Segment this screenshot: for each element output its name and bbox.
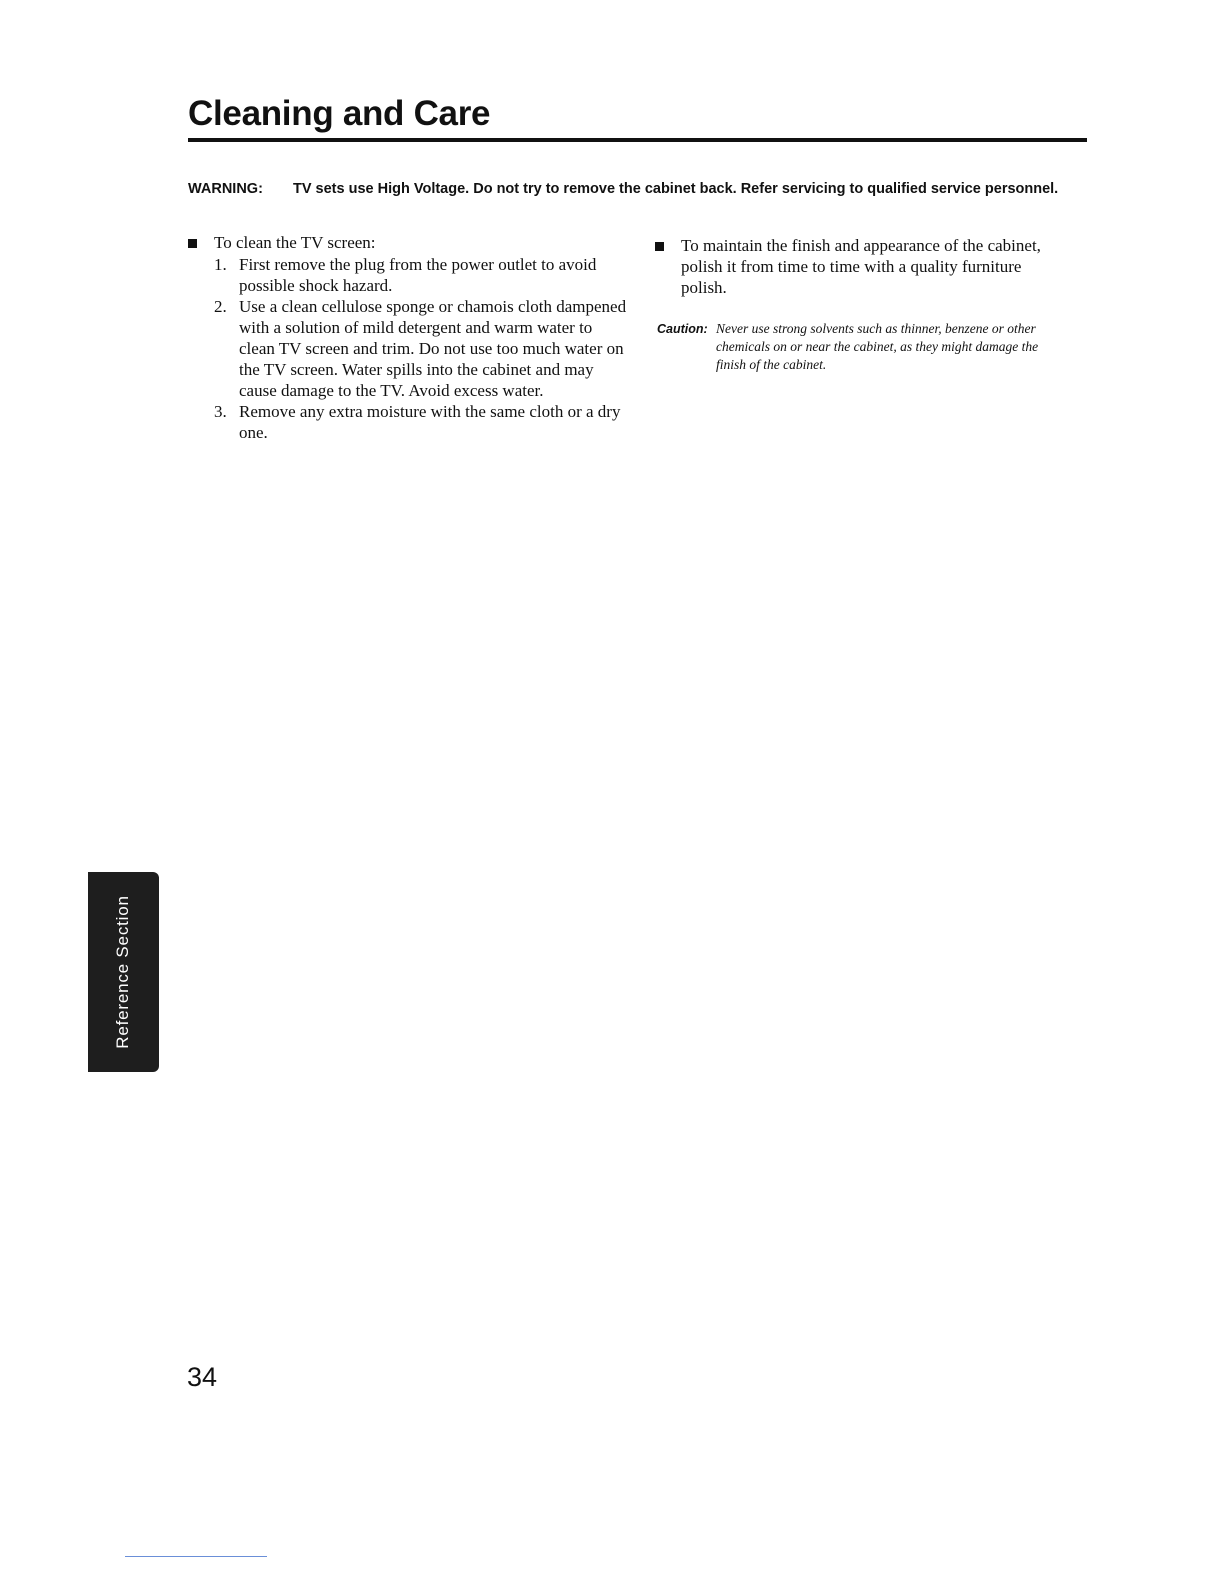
step-number: 1. xyxy=(214,254,227,274)
caution-text: Never use strong solvents such as thinner, benzene or other chemicals on or near the cabinet, as they might damage the finish of the cabinet. xyxy=(716,321,1039,372)
square-bullet-icon xyxy=(188,239,197,248)
step-number: 3. xyxy=(214,402,227,422)
step-text: Use a clean cellulose sponge or chamois cloth dampened with a solution of mild detergent and warm water to clean TV screen and trim. Do not use too much water on the TV screen. Water spills into the cabinet and may cause damage to the TV. Avoid excess water. xyxy=(239,297,627,400)
step-text: Remove any extra moisture with the same cloth or a dry one. xyxy=(239,402,621,443)
list-item xyxy=(214,255,628,297)
warning-label: WARNING: xyxy=(188,181,263,197)
list-item xyxy=(214,297,628,401)
caution-label: Caution: xyxy=(657,322,708,336)
caution-block xyxy=(657,320,1067,374)
cabinet-care-row xyxy=(655,236,1065,298)
side-tab-label: Reference Section xyxy=(113,895,132,1049)
section-side-tab xyxy=(88,872,159,1072)
cabinet-care-text: To maintain the finish and appearance of the cabinet, polish it from time to time with a quality furniture polish. xyxy=(681,236,1041,297)
step-text: First remove the plug from the power outlet to avoid possible shock hazard. xyxy=(239,254,597,295)
page-number: 34 xyxy=(187,1362,218,1392)
screen-cleaning-heading: To clean the TV screen: xyxy=(214,233,376,252)
warning-text: TV sets use High Voltage. Do not try to remove the cabinet back. Refer servicing to qualified service personnel. xyxy=(293,181,1059,197)
footer-divider xyxy=(125,1556,267,1557)
cleaning-steps-list xyxy=(188,255,628,444)
square-bullet-icon xyxy=(655,242,664,251)
cleaning-screen-section xyxy=(188,233,628,444)
title-divider xyxy=(188,138,1087,142)
cabinet-care-section xyxy=(655,236,1065,298)
list-item xyxy=(214,402,628,444)
screen-cleaning-heading-row xyxy=(188,233,628,254)
page-title: Cleaning and Care xyxy=(188,94,491,133)
step-number: 2. xyxy=(214,297,227,317)
